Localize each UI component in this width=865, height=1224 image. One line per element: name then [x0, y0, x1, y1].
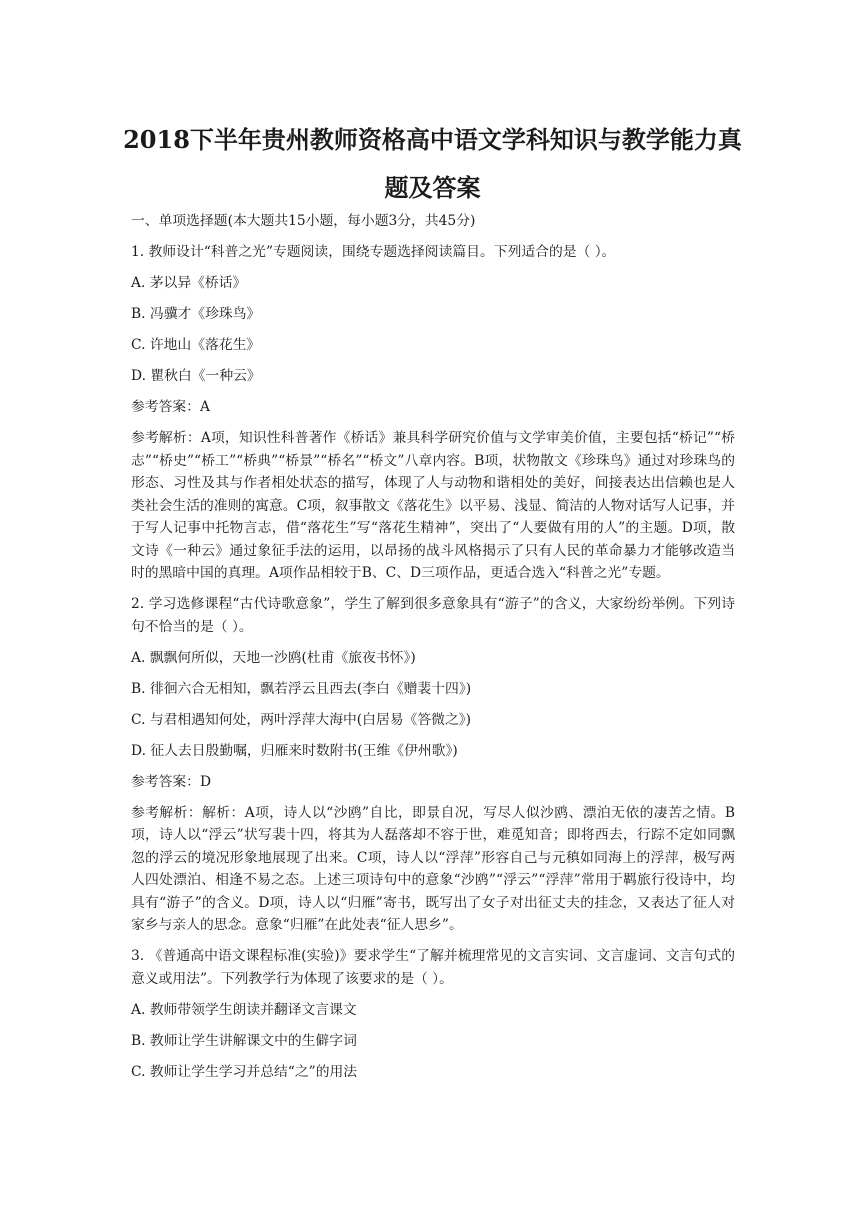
question-3-stem: 3. 《普通高中语文课程标准(实验)》要求学生“了解并梳理常见的文言实词、文言虚词、文言句式的意义或用法”。下列教学行为体现了该要求的是（ ）。 [131, 948, 735, 987]
question-2-option-a: A. 飘飘何所似，天地一沙鸥(杜甫《旅夜书怀》) [131, 649, 416, 666]
section-heading: 一、单项选择题(本大题共15小题，每小题3分，共45分) [131, 213, 476, 229]
question-2-answer: 参考答案：D [131, 773, 212, 790]
question-2-option-d: D. 征人去日殷勤嘱，归雁来时数附书(王维《伊州歌》) [131, 742, 458, 759]
question-2-analysis: 参考解析：解析：A项，诗人以“沙鸥”自比，即景自况，写尽人似沙鸥、漂泊无依的凄苦之情。B项，诗人以“浮云”状写裴十四，将其为人磊落却不容于世，难觅知音；即将西去，行踪不定如同飘忽的浮云的境况形象地展现了出来。C项，诗人以“浮萍”形容自己与元稹如同海上的浮萍，极写两人四处漂泊、相逢不易之态。上述三项诗句中的意象“沙鸥”“浮云”“浮萍”常用于羁旅行役诗中，均具有“游子”的含义。D项，诗人以“归雁”寄书，既写出了女子对出征丈夫的挂念，又表达了征人对家乡与亲人的思念。意象“归雁”在此处表“征人思乡”。 [131, 804, 735, 933]
question-2-option-c: C. 与君相遇知何处，两叶浮萍大海中(白居易《答微之》) [131, 711, 472, 728]
question-1-answer: 参考答案：A [131, 399, 210, 415]
question-1-analysis: 参考解析：A项，知识性科普著作《桥话》兼具科学研究价值与文学审美价值，主要包括“桥记”“桥志”“桥史”“桥工”“桥典”“桥景”“桥名”“桥文”八章内容。B项，状物散文《珍珠鸟》通过对珍珠鸟的形态、习性及其与作者相处状态的描写，体现了人与动物和谐相处的美好，间接表达出信赖也是人类社会生活的准则的寓意。C项，叙事散文《落花生》以平易、浅显、简洁的人物对话写人记事，并于写人记事中托物言志，借“落花生”写“落花生精神”，突出了“人要做有用的人”的主题。D项，散文诗《一种云》通过象征手法的运用，以昂扬的战斗风格揭示了只有人民的革命暴力才能够改造当时的黑暗中国的真理。A项作品相较于B、C、D三项作品，更适合选入“科普之光”专题。 [131, 430, 735, 581]
question-3-option-a: A. 教师带领学生朗读并翻译文言课文 [131, 1001, 357, 1018]
question-1-option-b: B. 冯骥才《珍珠鸟》 [131, 306, 261, 322]
question-2-option-b: B. 徘徊六合无相知，飘若浮云且西去(李白《赠裴十四》) [131, 680, 472, 697]
document-body [131, 210, 735, 1092]
question-1-option-c: C. 许地山《落花生》 [131, 337, 261, 353]
question-3-option-c: C. 教师让学生学习并总结“之”的用法 [131, 1063, 358, 1080]
question-1-option-d: D. 瞿秋白《一种云》 [131, 368, 261, 384]
question-3-option-b: B. 教师让学生讲解课文中的生僻字词 [131, 1032, 357, 1049]
question-1-stem: 1. 教师设计“科普之光”专题阅读，围绕专题选择阅读篇目。下列适合的是（ ）。 [131, 244, 616, 260]
document-title-line-2: 题及答案 [384, 173, 481, 202]
document-title-line-1: 2018下半年贵州教师资格高中语文学科知识与教学能力真 [123, 125, 742, 154]
question-2-stem: 2. 学习选修课程“古代诗歌意象”，学生了解到很多意象具有“游子”的含义，大家纷纷举例。下列诗句不恰当的是（ ）。 [131, 596, 735, 635]
question-1-option-a: A. 茅以异《桥话》 [131, 275, 247, 291]
